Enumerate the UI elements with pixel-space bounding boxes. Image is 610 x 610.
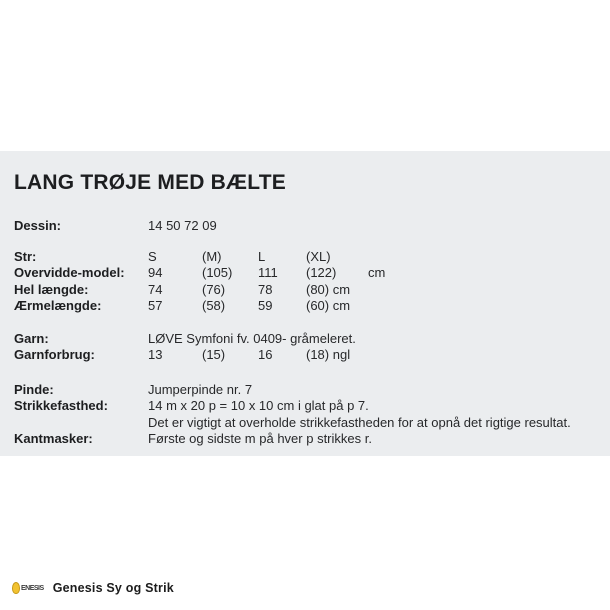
length-xl: (80) cm — [306, 281, 351, 297]
size-unit — [368, 249, 596, 266]
size-xl: (XL) — [306, 248, 331, 264]
chest-unit: cm — [368, 265, 386, 280]
length-label: Hel længde: — [14, 281, 89, 297]
needles-row — [14, 382, 596, 399]
sleeve-m: (58) — [202, 298, 226, 313]
sleeve-label: Ærmelængde: — [14, 298, 102, 313]
yarn-usage-label: Garnforbrug: — [14, 347, 95, 362]
edge-stitches-row — [14, 431, 596, 448]
dessin-label: Dessin: — [14, 218, 61, 233]
dessin-value: 14 50 72 09 — [148, 218, 217, 233]
size-m: (M) — [202, 248, 222, 264]
chest-row — [14, 265, 596, 282]
genesis-logo-icon — [12, 582, 20, 594]
length-m: (76) — [202, 281, 226, 297]
yarn-row — [14, 331, 596, 348]
gauge-label: Strikkefasthed: — [14, 398, 108, 413]
shop-name: Genesis Sy og Strik — [52, 581, 174, 595]
chest-m: (105) — [202, 265, 233, 280]
length-s: 74 — [148, 281, 163, 297]
genesis-logo-text: ENESIS — [21, 584, 44, 592]
size-s: S — [148, 248, 157, 264]
chest-label: Overvidde-model: — [14, 265, 125, 280]
gauge-note-row — [14, 415, 596, 432]
yarn-usage-l: 16 — [258, 347, 273, 362]
spacer — [14, 235, 596, 249]
sleeve-row — [14, 298, 596, 315]
genesis-logo — [12, 582, 44, 594]
yarn-label: Garn: — [14, 330, 49, 346]
length-l: 78 — [258, 281, 273, 297]
gauge-note-label — [14, 415, 148, 432]
yarn-usage-s: 13 — [148, 347, 163, 362]
yarn-value: LØVE Symfoni fv. 0409- gråmeleret. — [148, 330, 356, 346]
edge-stitches-value: Første og sidste m på hver p strikkes r. — [148, 431, 372, 446]
gauge-row — [14, 398, 596, 415]
sleeve-l: 59 — [258, 298, 273, 313]
chest-s: 94 — [148, 265, 163, 280]
size-l: L — [258, 248, 266, 264]
shop-footer — [12, 581, 174, 595]
yarn-usage-xl: (18) ngl — [306, 347, 351, 362]
chest-xl: (122) — [306, 265, 337, 280]
length-row — [14, 282, 596, 299]
needles-label: Pinde: — [14, 381, 54, 397]
size-label: Str: — [14, 248, 37, 264]
chest-l: 111 — [258, 265, 278, 280]
gauge-value: 14 m x 20 p = 10 x 10 cm i glat på p 7. — [148, 398, 369, 413]
yarn-usage-m: (15) — [202, 347, 226, 362]
pattern-title: LANG TRØJE MED BÆLTE — [14, 171, 286, 194]
needles-value: Jumperpinde nr. 7 — [148, 381, 253, 397]
yarn-usage-unit — [368, 347, 596, 364]
pattern-sheet — [0, 151, 610, 456]
gauge-note-value: Det er vigtigt at overholde strikkefastheden for at opnå det rigtige resultat. — [148, 414, 571, 430]
sleeve-xl: (60) cm — [306, 298, 351, 313]
edge-stitches-label: Kantmasker: — [14, 431, 93, 446]
dessin-row — [14, 218, 596, 235]
spacer — [14, 364, 596, 382]
yarn-usage-row — [14, 347, 596, 364]
size-header-row — [14, 249, 596, 266]
sleeve-s: 57 — [148, 298, 163, 313]
spacer — [14, 315, 596, 331]
length-unit — [368, 282, 596, 299]
sleeve-unit — [368, 298, 596, 315]
